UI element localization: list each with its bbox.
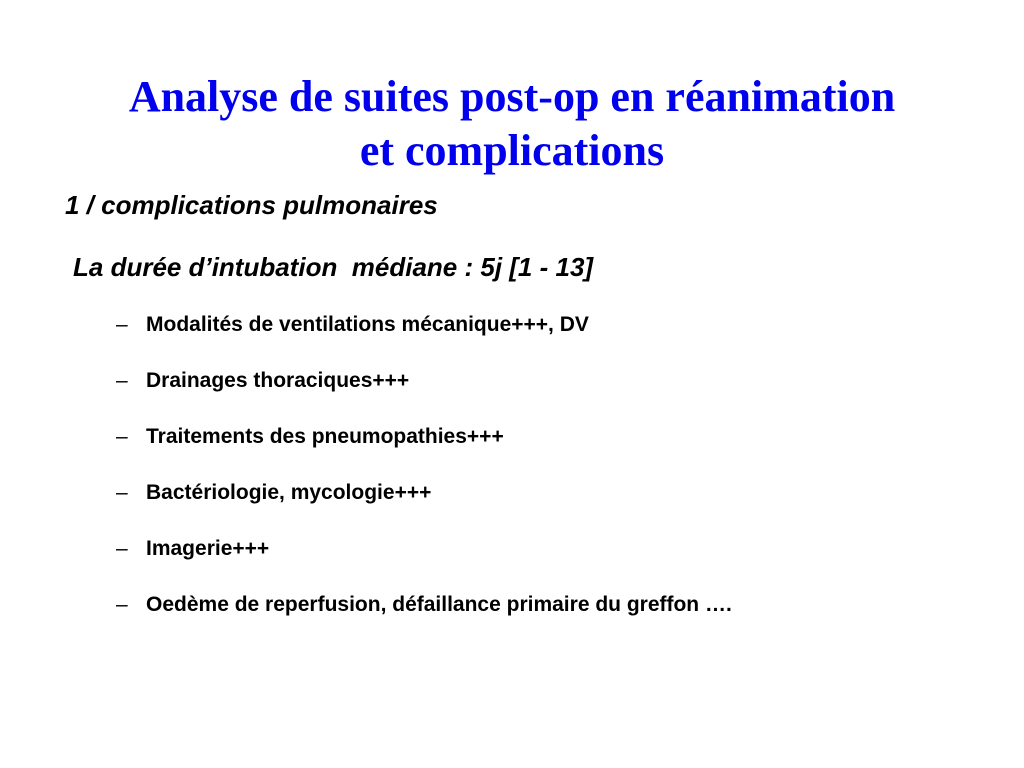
- bullet-text: Modalités de ventilations mécanique+++, DV: [146, 313, 589, 336]
- bullet-list: [116, 313, 732, 649]
- dash-bullet-icon: –: [116, 425, 128, 448]
- bullet-text: Traitements des pneumopathies+++: [146, 425, 504, 448]
- dash-bullet-icon: –: [116, 481, 128, 504]
- bullet-item: [116, 593, 732, 649]
- slide-title: [0, 70, 1024, 178]
- dash-bullet-icon: –: [116, 537, 128, 560]
- slide-title-line-1: Analyse de suites post-op en réanimation: [128, 72, 896, 121]
- intubation-duration-text: La durée d’intubation médiane : 5j [1 - 13]: [73, 252, 594, 282]
- bullet-item: [116, 369, 732, 425]
- bullet-item: [116, 481, 732, 537]
- bullet-text: Drainages thoraciques+++: [146, 369, 410, 392]
- bullet-item: [116, 537, 732, 593]
- bullet-text: Oedème de reperfusion, défaillance primaire du greffon ….: [146, 593, 732, 616]
- slide-title-line-2: et complications: [359, 126, 665, 175]
- bullet-text: Imagerie+++: [146, 537, 270, 560]
- dash-bullet-icon: –: [116, 313, 128, 336]
- bullet-item: [116, 425, 732, 481]
- dash-bullet-icon: –: [116, 369, 128, 392]
- bullet-text: Bactériologie, mycologie+++: [146, 481, 432, 504]
- dash-bullet-icon: –: [116, 593, 128, 616]
- section-heading: 1 / complications pulmonaires: [65, 190, 438, 220]
- bullet-item: [116, 313, 732, 369]
